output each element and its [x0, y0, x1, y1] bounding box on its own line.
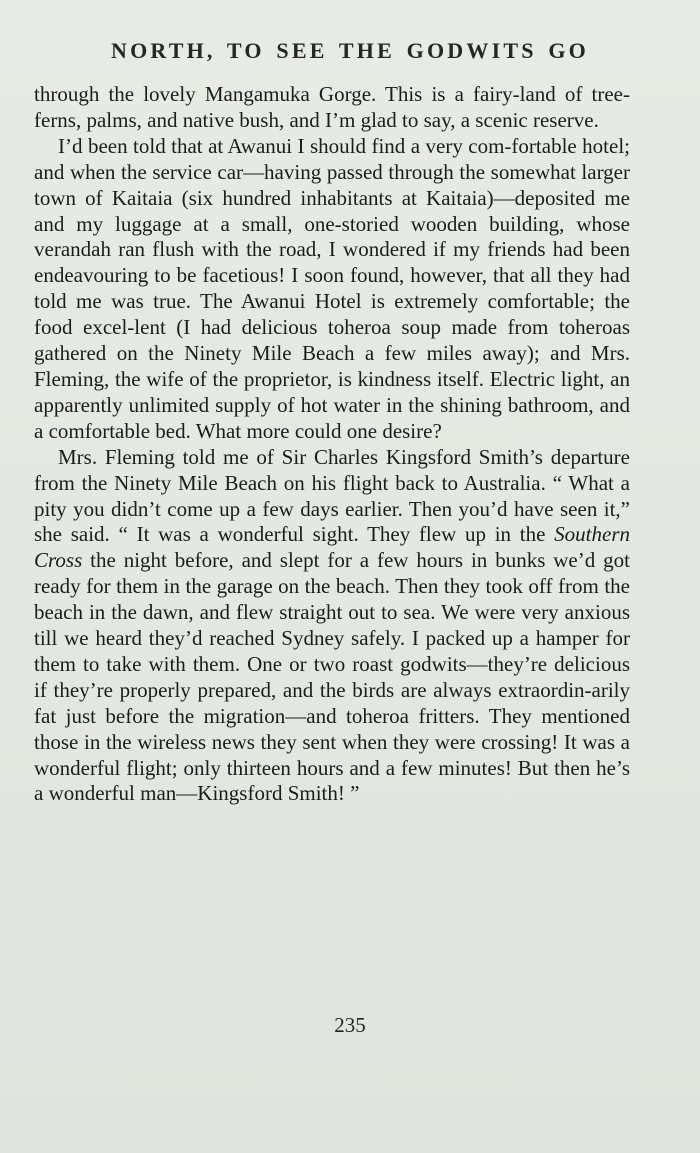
- paragraph-3-text-end: the night before, and slept for a few hours in bunks we’d got ready for them in the garage on the beach. Then they took off from the beach in the dawn, and flew straight out to sea. We were very anxious till we heard they’d reached Sydney safely. I packed up a hamper for them to take with them. One or two roast godwits—they’re delicious if they’re properly prepared, and the birds are always extraordin-arily fat just before the migration—and toheroa fritters. They mentioned those in the wireless news they sent when they were crossing! It was a wonderful flight; only thirteen hours and a few minutes! But then he’s a wonderful man—Kingsford Smith! ”: [34, 548, 630, 806]
- body-text: [34, 82, 630, 807]
- page-number: 235: [334, 1013, 366, 1037]
- ship-name-italic: Southern Cross: [34, 522, 630, 573]
- paragraph-3-text-start: Mrs. Fleming told me of Sir Charles Kingsford Smith’s departure from the Ninety Mile Beach on his flight back to Australia. “ What a pity you didn’t come up a few days earlier. Then you’d have seen it,” she said. “ It was a wonderful sight. They flew up in the: [34, 444, 630, 547]
- running-head: NORTH, TO SEE THE GODWITS GO: [111, 38, 589, 63]
- paragraph-2: I’d been told that at Awanui I should find a very com-fortable hotel; and when the service car—having passed through the somewhat larger town of Kaitaia (six hundred inhabitants at Kaitaia)—deposited me and my luggage at a small, one-storied wooden building, whose verandah ran flush with the road, I wondered if my friends had been endeavouring to be facetious! I soon found, however, that all they had told me was true. The Awanui Hotel is extremely comfortable; the food excel-lent (I had delicious toheroa soup made from toheroas gathered on the Ninety Mile Beach a few miles away); and Mrs. Fleming, the wife of the proprietor, is kindness itself. Electric light, an apparently unlimited supply of hot water in the shining bathroom, and a comfortable bed. What more could one desire?: [34, 133, 630, 443]
- paragraph-3: [34, 445, 630, 808]
- paragraph-1: through the lovely Mangamuka Gorge. This is a fairy-land of tree-ferns, palms, and native bush, and I’m glad to say, a scenic reserve.: [34, 82, 630, 132]
